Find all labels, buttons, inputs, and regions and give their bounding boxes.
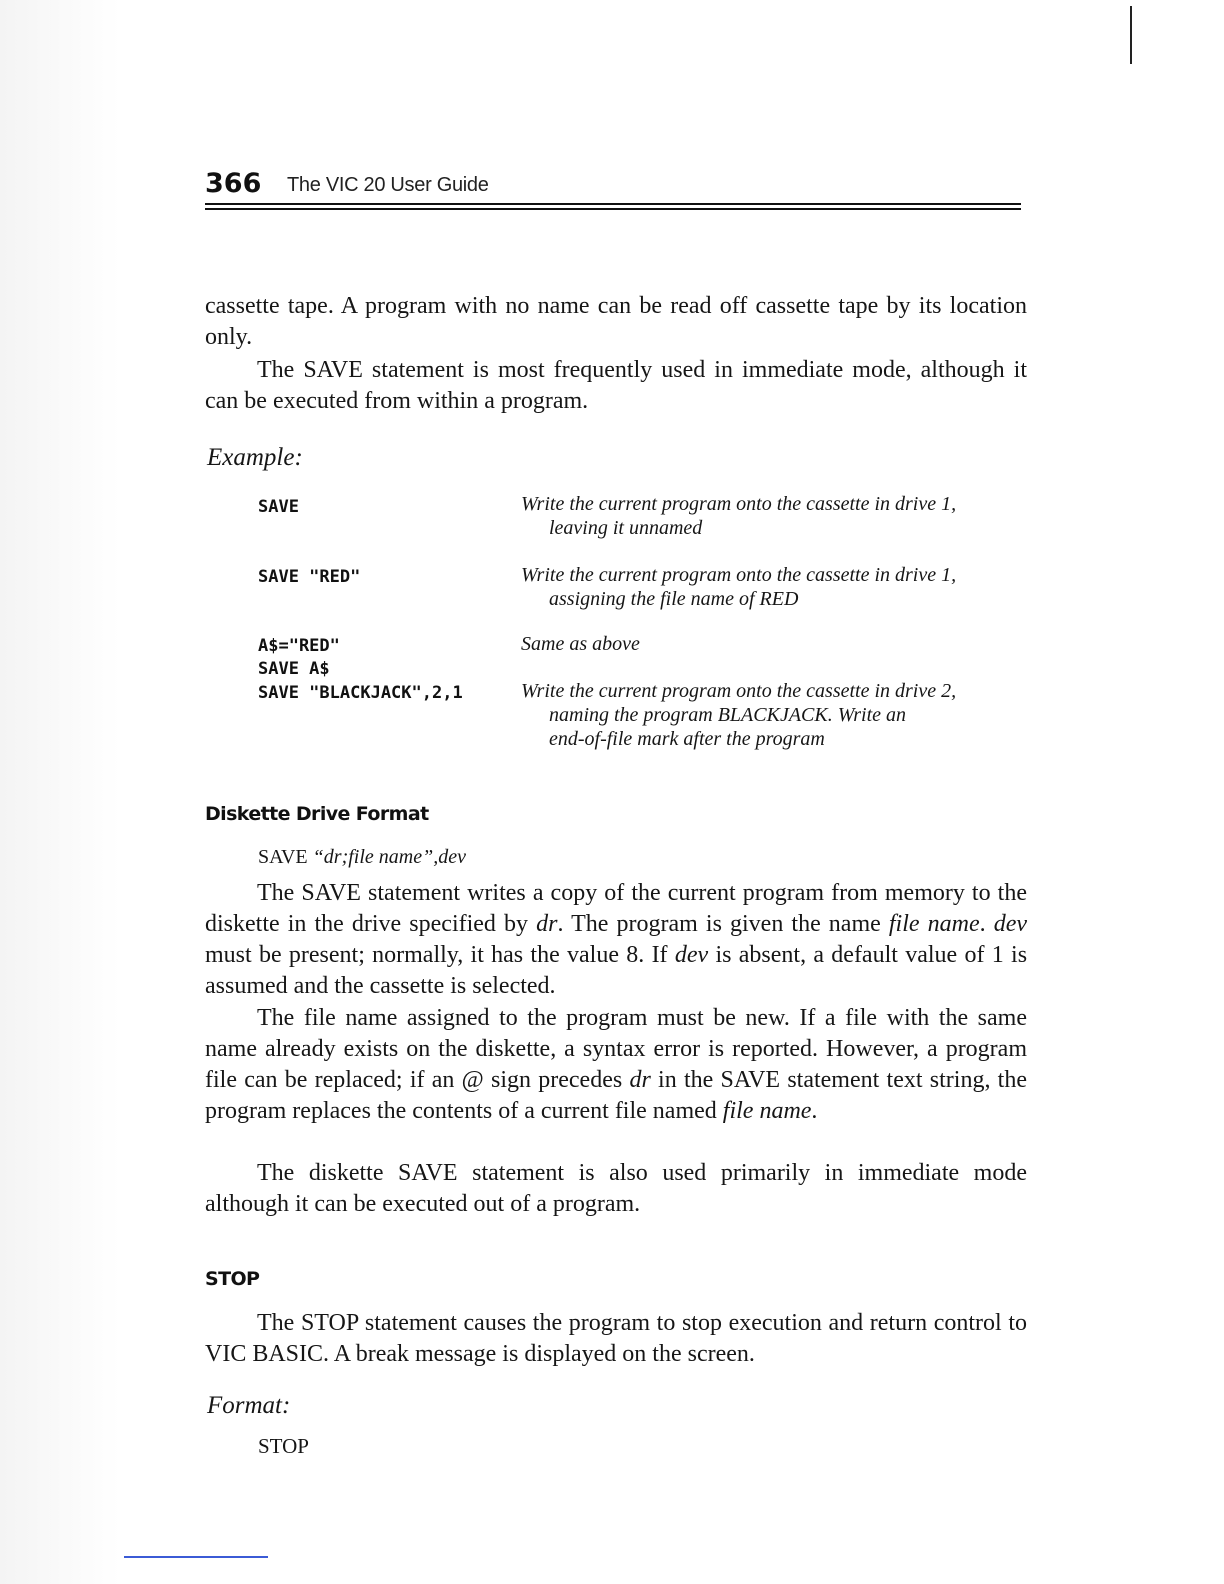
intro-paragraph-1: cassette tape. A program with no name can be read off cassette tape by its location only. <box>205 293 1027 350</box>
example-desc-3-line-1: Same as above <box>521 633 640 655</box>
scan-bottom-mark <box>124 1556 268 1558</box>
diskette-paragraph-3: The diskette SAVE statement is also used primarily in immediate mode although it can be executed out of a program. <box>205 1160 1027 1217</box>
page-header <box>205 168 1021 208</box>
header-rule-bottom <box>205 208 1021 210</box>
intro-paragraph-2: The SAVE statement is most frequently used in immediate mode, although it can be executed from within a program. <box>205 357 1027 414</box>
example-code-4: SAVE "BLACKJACK",2,1 <box>258 683 463 703</box>
header-rule-top <box>205 203 1021 205</box>
example-desc-1-line-2: leaving it unnamed <box>549 517 703 539</box>
format-keyword: SAVE <box>258 846 308 868</box>
p2-text-c: . <box>811 1098 818 1124</box>
scan-shadow <box>0 0 120 1584</box>
example-label: Example: <box>207 444 303 471</box>
diskette-paragraph-1 <box>205 878 1027 1002</box>
scan-edge-mark <box>1130 6 1132 64</box>
stop-format-text: STOP <box>258 1434 309 1458</box>
example-desc-4 <box>521 679 1031 751</box>
p1-dev-2: dev <box>674 942 709 968</box>
example-code-1: SAVE <box>258 497 299 517</box>
p1-filename: file name <box>888 911 980 937</box>
p1-text-e: is absent, a default value of 1 is assumed and the cassette is selected. <box>205 942 1028 999</box>
p2-dr: dr <box>629 1067 651 1093</box>
p1-text-d: must be present; normally, it has the value 8. If <box>205 942 668 968</box>
example-desc-1-line-1: Write the current program onto the cassette in drive 1, <box>521 493 957 515</box>
p1-text-a: The SAVE statement writes a copy of the current program from memory to the diskette in the drive specified by <box>205 880 1027 937</box>
format-arguments: “dr;file name”,dev <box>312 846 466 868</box>
example-desc-3 <box>521 632 1031 656</box>
page-number: 366 <box>205 168 262 199</box>
example-desc-4-line-3: end-of-file mark after the program <box>549 728 825 750</box>
example-desc-4-line-2: naming the program BLACKJACK. Write an <box>549 704 907 726</box>
example-code-3: A$="RED" SAVE A$ <box>258 636 340 679</box>
p2-text-b: in the SAVE statement text string, the program replaces the contents of a current file named <box>205 1067 1028 1124</box>
example-desc-4-line-1: Write the current program onto the cassette in drive 2, <box>521 680 957 702</box>
p1-text-c: . <box>979 911 986 937</box>
stop-heading: STOP <box>205 1268 260 1290</box>
example-desc-2 <box>521 563 1031 611</box>
example-desc-2-line-1: Write the current program onto the cassette in drive 1, <box>521 564 957 586</box>
example-desc-2-line-2: assigning the file name of RED <box>549 588 799 610</box>
example-code-2: SAVE "RED" <box>258 567 361 587</box>
diskette-heading: Diskette Drive Format <box>205 803 429 825</box>
stop-paragraph: The STOP statement causes the program to stop execution and return control to VIC BASIC. A break message is displayed on the screen. <box>205 1310 1027 1367</box>
p2-text-a: The file name assigned to the program must be new. If a file with the same name already exists on the diskette, a syntax error is reported. However, a program file can be replaced; if an @ sign precedes <box>205 1005 1027 1093</box>
diskette-paragraph-2 <box>205 1003 1027 1127</box>
running-title: The VIC 20 User Guide <box>287 174 489 196</box>
example-desc-1 <box>521 492 1031 540</box>
p2-filename: file name <box>722 1098 812 1124</box>
p1-dr: dr <box>536 911 558 937</box>
p1-text-b: . The program is given the name <box>557 911 881 937</box>
p1-dev: dev <box>993 911 1028 937</box>
format-label: Format: <box>207 1392 291 1419</box>
diskette-format-line <box>258 846 466 869</box>
